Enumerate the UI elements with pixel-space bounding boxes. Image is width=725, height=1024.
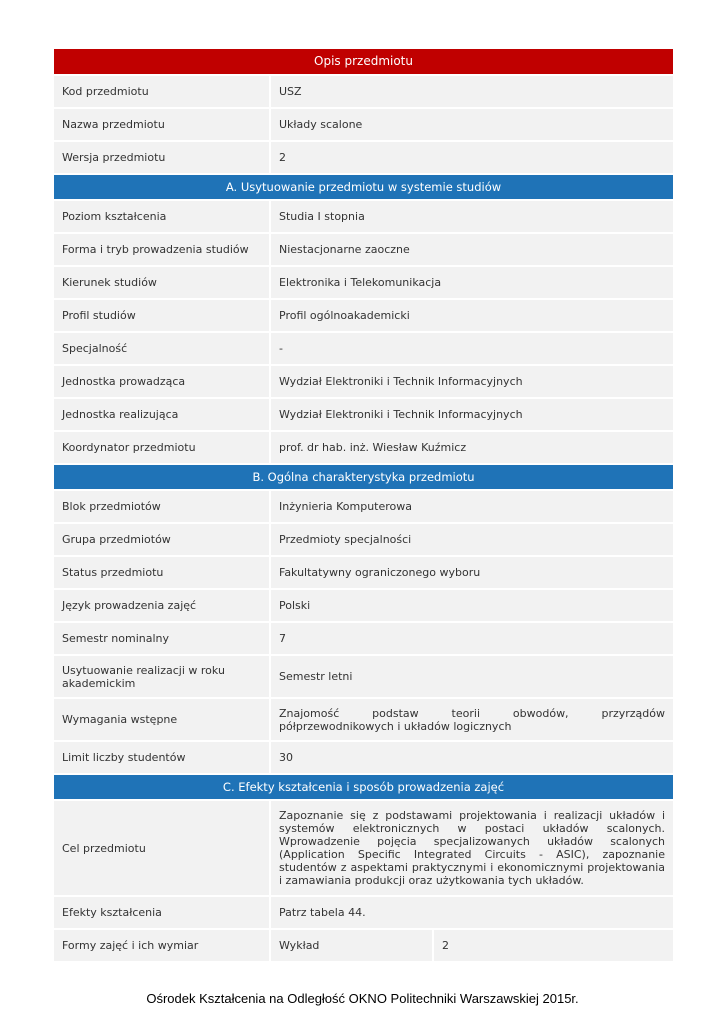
row-value: Polski	[269, 590, 673, 621]
row-label: Specjalność	[54, 333, 269, 364]
row-value: Profil ogólnoakademicki	[269, 300, 673, 331]
row-label: Limit liczby studentów	[54, 742, 269, 773]
row-label: Nazwa przedmiotu	[54, 109, 269, 140]
table-row	[54, 267, 673, 298]
table-row	[54, 399, 673, 430]
table-row	[54, 491, 673, 522]
section-b-heading: B. Ogólna charakterystyka przedmiotu	[54, 465, 673, 489]
row-value: Przedmioty specjalności	[269, 524, 673, 555]
table-row	[54, 897, 673, 928]
section-a-header-row	[54, 175, 673, 199]
form-hours: 2	[432, 930, 673, 961]
row-value: Elektronika i Telekomunikacja	[269, 267, 673, 298]
row-label: Wymagania wstępne	[54, 699, 269, 740]
section-c-header-row	[54, 775, 673, 799]
form-type: Wykład	[269, 930, 432, 961]
row-label: Efekty kształcenia	[54, 897, 269, 928]
row-label: Profil studiów	[54, 300, 269, 331]
row-value: Inżynieria Komputerowa	[269, 491, 673, 522]
row-value: 7	[269, 623, 673, 654]
table-row	[54, 557, 673, 588]
table-row	[54, 109, 673, 140]
row-label: Formy zajęć i ich wymiar	[54, 930, 269, 961]
row-label: Status przedmiotu	[54, 557, 269, 588]
row-value: Niestacjonarne zaoczne	[269, 234, 673, 265]
table-row	[54, 300, 673, 331]
row-value: Układy scalone	[269, 109, 673, 140]
row-value: Znajomość podstaw teorii obwodów, przyrządów półprzewodnikowych i układów logicznych	[269, 699, 673, 740]
table-row	[54, 699, 673, 740]
row-value: 2	[269, 142, 673, 173]
row-value: Patrz tabela 44.	[269, 897, 673, 928]
table-row	[54, 930, 673, 961]
row-label: Semestr nominalny	[54, 623, 269, 654]
row-label: Koordynator przedmiotu	[54, 432, 269, 463]
section-b-header-row	[54, 465, 673, 489]
row-value: Semestr letni	[269, 656, 673, 697]
row-value: Wydział Elektroniki i Technik Informacyjnych	[269, 366, 673, 397]
row-label: Kod przedmiotu	[54, 76, 269, 107]
table-title-row	[54, 49, 673, 74]
table-row	[54, 76, 673, 107]
row-value: USZ	[269, 76, 673, 107]
table-row	[54, 801, 673, 895]
row-label: Poziom kształcenia	[54, 201, 269, 232]
row-label: Forma i tryb prowadzenia studiów	[54, 234, 269, 265]
table-row	[54, 590, 673, 621]
table-row	[54, 333, 673, 364]
table-title: Opis przedmiotu	[54, 49, 673, 74]
row-value: Zapoznanie się z podstawami projektowania i realizacji układów i systemów elektronicznych w postaci układów scalonych. Wprowadzenie pojęcia specjalizowanych układów scalonych (Application Specific Integrated Circuits - ASIC), zapoznanie studentów z aspektami praktycznymi i ekonomicznymi projektowania i zamawiania produkcji oraz użytkowania tych układów.	[269, 801, 673, 895]
row-label: Jednostka prowadząca	[54, 366, 269, 397]
row-value: 30	[269, 742, 673, 773]
section-c-heading: C. Efekty kształcenia i sposób prowadzenia zajęć	[54, 775, 673, 799]
section-a-heading: A. Usytuowanie przedmiotu w systemie studiów	[54, 175, 673, 199]
row-label: Jednostka realizująca	[54, 399, 269, 430]
table-row	[54, 432, 673, 463]
row-label: Blok przedmiotów	[54, 491, 269, 522]
table-row	[54, 366, 673, 397]
row-value: Wydział Elektroniki i Technik Informacyjnych	[269, 399, 673, 430]
row-label: Cel przedmiotu	[54, 801, 269, 895]
row-label: Kierunek studiów	[54, 267, 269, 298]
course-description-table	[54, 47, 673, 963]
table-row	[54, 201, 673, 232]
row-value: prof. dr hab. inż. Wiesław Kuźmicz	[269, 432, 673, 463]
table-row	[54, 656, 673, 697]
table-row	[54, 742, 673, 773]
row-label: Grupa przedmiotów	[54, 524, 269, 555]
page-footer: Ośrodek Kształcenia na Odległość OKNO Politechniki Warszawskiej 2015r.	[146, 991, 579, 1006]
row-label: Język prowadzenia zajęć	[54, 590, 269, 621]
row-label: Usytuowanie realizacji w roku akademickim	[54, 656, 269, 697]
table-row	[54, 142, 673, 173]
row-label: Wersja przedmiotu	[54, 142, 269, 173]
row-value: -	[269, 333, 673, 364]
table-row	[54, 524, 673, 555]
row-value: Studia I stopnia	[269, 201, 673, 232]
table-row	[54, 234, 673, 265]
row-value: Fakultatywny ograniczonego wyboru	[269, 557, 673, 588]
table-row	[54, 623, 673, 654]
